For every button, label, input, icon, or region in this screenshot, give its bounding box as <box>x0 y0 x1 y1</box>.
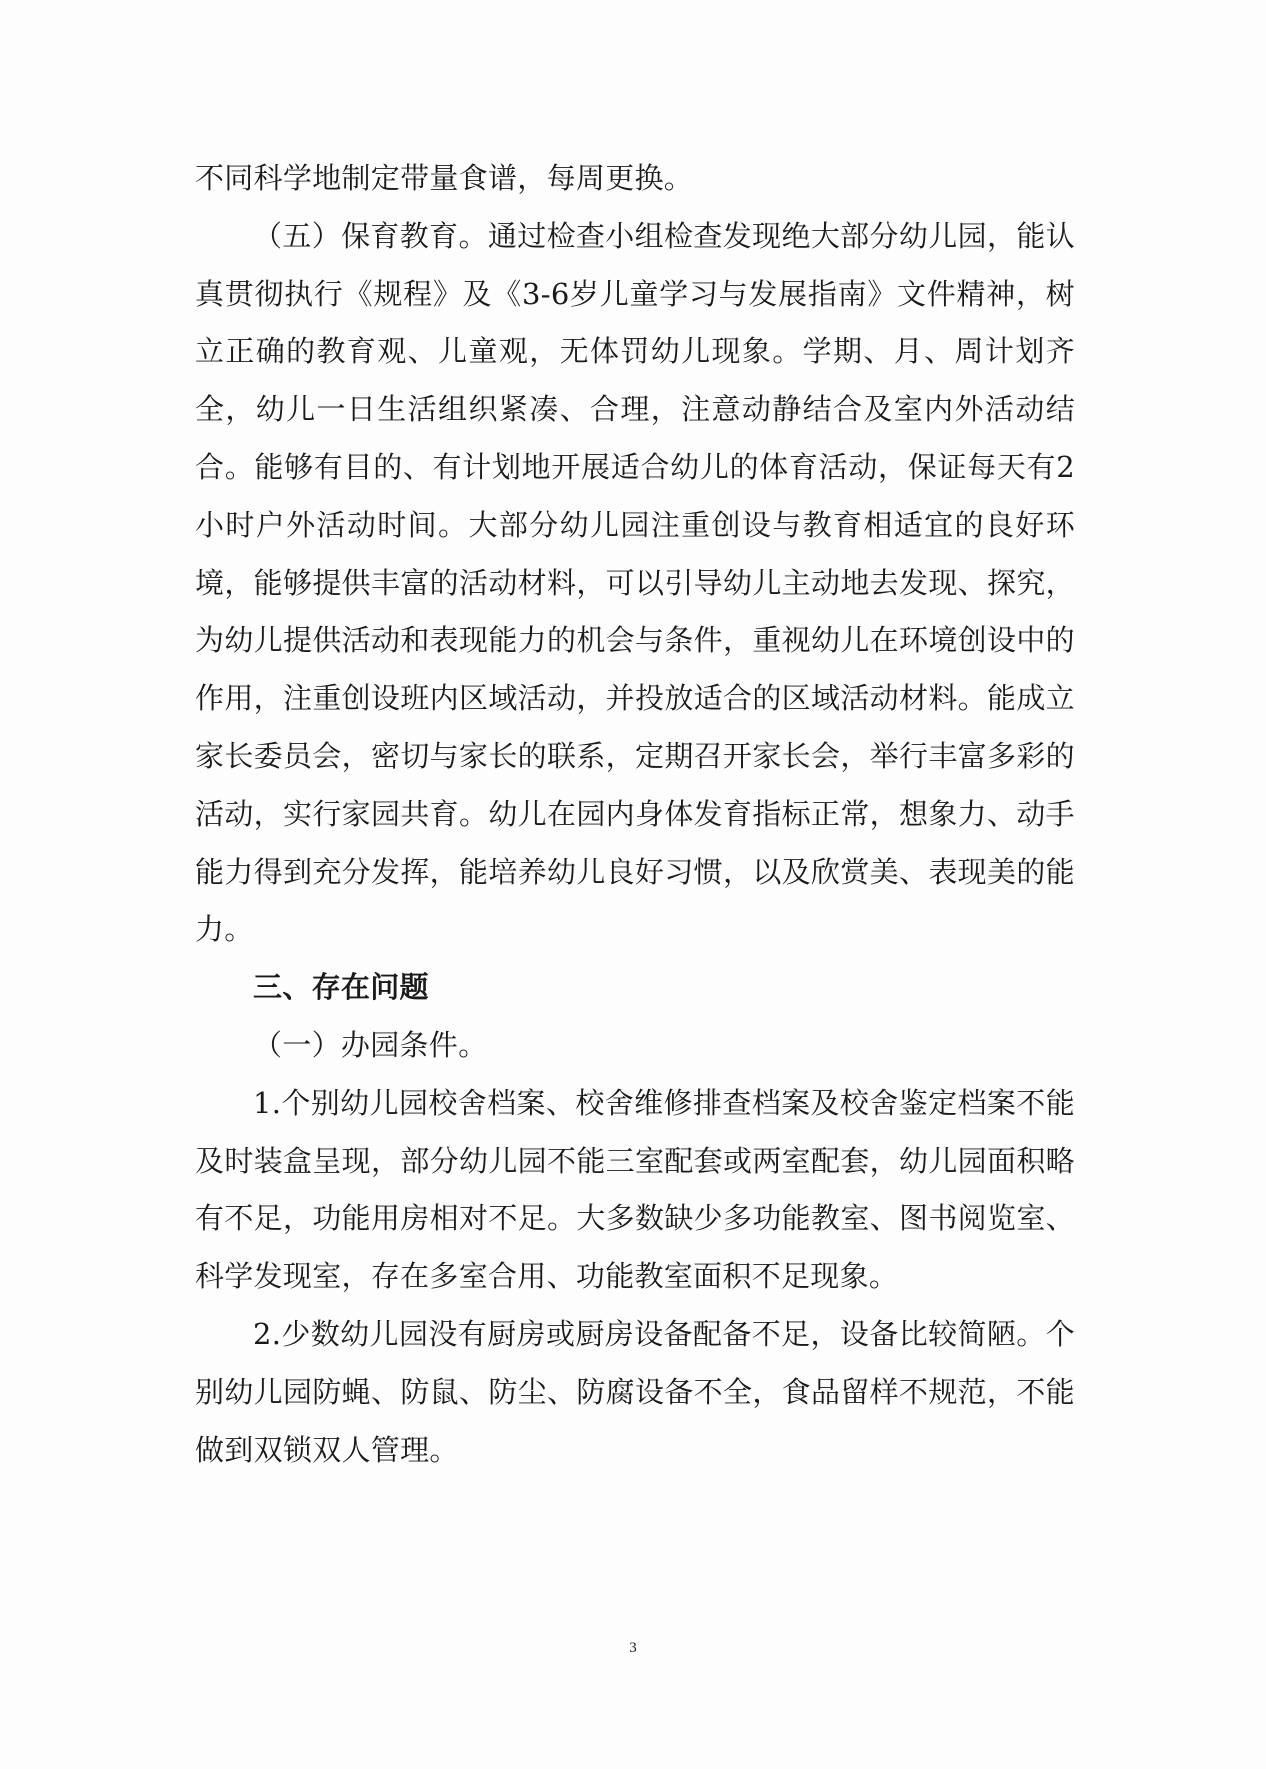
paragraph-item-1: 1.个别幼儿园校舍档案、校舍维修排查档案及校舍鉴定档案不能及时装盒呈现，部分幼儿园不能三室配套或两室配套，幼儿园面积略有不足，功能用房相对不足。大多数缺少多功能教室、图书阅览室、科学发现室，存在多室合用、功能教室面积不足现象。 <box>195 1085 1075 1294</box>
section-heading-problems: 三、存在问题 <box>253 970 429 1005</box>
body-text <box>195 150 1075 1479</box>
page-number: 3 <box>629 1640 637 1656</box>
subheading-conditions: （一）办园条件。 <box>253 1027 488 1062</box>
paragraph-continuation: 不同科学地制定带量食谱，每周更换。 <box>195 161 694 195</box>
paragraph-education: （五）保育教育。通过检查小组检查发现绝大部分幼儿园，能认真贯彻执行《规程》及《3-6岁儿童学习与发展指南》文件精神，树立正确的教育观、儿童观，无体罚幼儿现象。学期、月、周计划齐全，幼儿一日生活组织紧凑、合理，注意动静结合及室内外活动结合。能够有目的、有计划地开展适合幼儿的体育活动，保证每天有2小时户外活动时间。大部分幼儿园注重创设与教育相适宜的良好环境，能够提供丰富的活动材料，可以引导幼儿主动地去发现、探究，为幼儿提供活动和表现能力的机会与条件，重视幼儿在环境创设中的作用，注重创设班内区域活动，并投放适合的区域活动材料。能成立家长委员会，密切与家长的联系，定期召开家长会，举行丰富多彩的活动，实行家园共育。幼儿在园内身体发育指标正常，想象力、动手能力得到充分发挥，能培养幼儿良好习惯，以及欣赏美、表现美的能力。 <box>195 218 1075 947</box>
paragraph-item-2: 2.少数幼儿园没有厨房或厨房设备配备不足，设备比较简陋。个别幼儿园防蝇、防鼠、防尘、防腐设备不全，食品留样不规范，不能做到双锁双人管理。 <box>195 1316 1075 1467</box>
